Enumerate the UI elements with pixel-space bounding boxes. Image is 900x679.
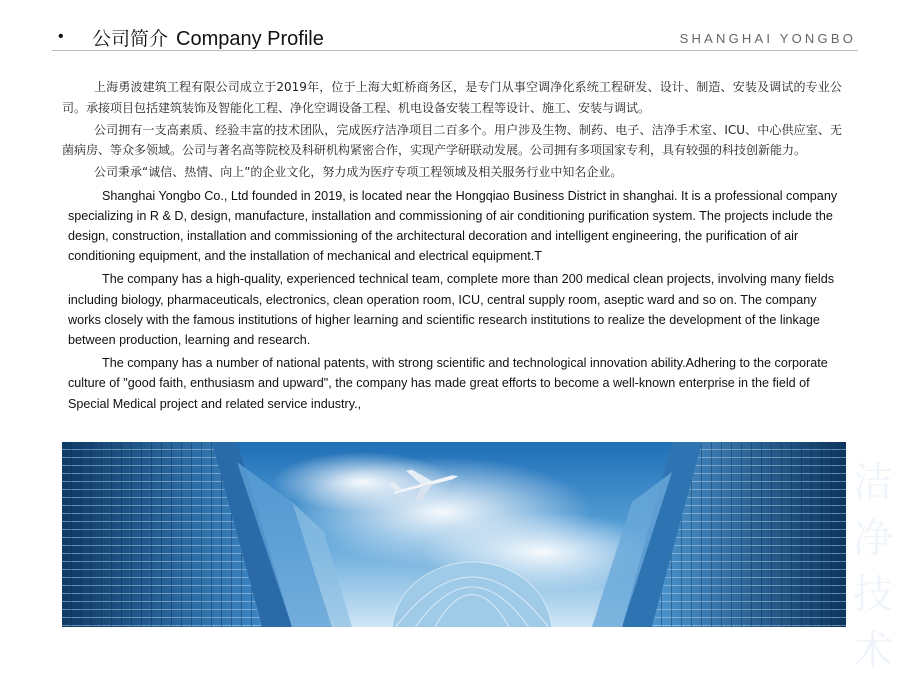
paragraph-en-3: The company has a number of national patents, with strong scientific and technological innovation ability.Adhering to the corporate culture of "good faith, enthusiasm and upward", the company has made great efforts to become a well-known enterprise in the field of Special Medical project and related service industry., <box>68 356 828 411</box>
city-skyline-image <box>62 442 846 627</box>
paragraph-cn-2: 公司拥有一支高素质、经验丰富的技术团队，完成医疗洁净项目二百多个。用户涉及生物、制药、电子、洁净手术室、ICU、中心供应室、无菌病房、等众多领域。公司与著名高等院校及科研机构紧密合作，实现产学研联动发展。公司拥有多项国家专利，具有较强的科技创新能力。 <box>62 122 842 157</box>
brand-name: SHANGHAI YONGBO <box>679 31 856 46</box>
paragraph-cn-1: 上海勇波建筑工程有限公司成立于2019年，位于上海大虹桥商务区，是专门从事空调净化系统工程研发、设计、制造、安装及调试的专业公司。承接项目包括建筑装饰及智能化工程、净化空调设备工程、机电设备安装工程等设计、施工、安装与调试。 <box>62 80 842 115</box>
watermark-char: 技 <box>853 572 893 618</box>
page-title-cn: 公司简介 <box>92 28 169 50</box>
page-title-en: Company Profile <box>176 28 324 50</box>
watermark-text <box>846 455 900 679</box>
header-divider <box>52 50 858 51</box>
paragraph-en-2: The company has a high-quality, experienced technical team, complete more than 200 medical clean projects, involving many fields including biology, pharmaceuticals, electronics, clean operation room, ICU, central supply room, aseptic ward and so on. The company works closely with the famous institutions of higher learning and scientific research institutions to realize the development of the linkage between production, learning and research. <box>68 272 834 347</box>
profile-text <box>62 77 842 414</box>
page-title <box>92 24 324 51</box>
watermark-char: 净 <box>853 516 893 562</box>
watermark-char: 洁 <box>853 460 893 506</box>
title-bullet: • <box>58 28 64 45</box>
paragraph-cn-3: 公司秉承“诚信、热情、向上”的企业文化，努力成为医疗专项工程领域及相关服务行业中知名企业。 <box>94 165 623 179</box>
watermark-char: 术 <box>853 628 893 674</box>
slide-header <box>0 0 900 60</box>
paragraph-en-1: Shanghai Yongbo Co., Ltd founded in 2019, is located near the Hongqiao Business District in shanghai. It is a professional company specializing in R & D, design, manufacture, installation and commissioning of air conditioning purification system. The projects include the design, construction, installation and commissioning of the architectural decoration and intelligent engineering, the purification of air conditioning equipment, and the installation of mechanical and electrical equipment.T <box>68 188 838 264</box>
